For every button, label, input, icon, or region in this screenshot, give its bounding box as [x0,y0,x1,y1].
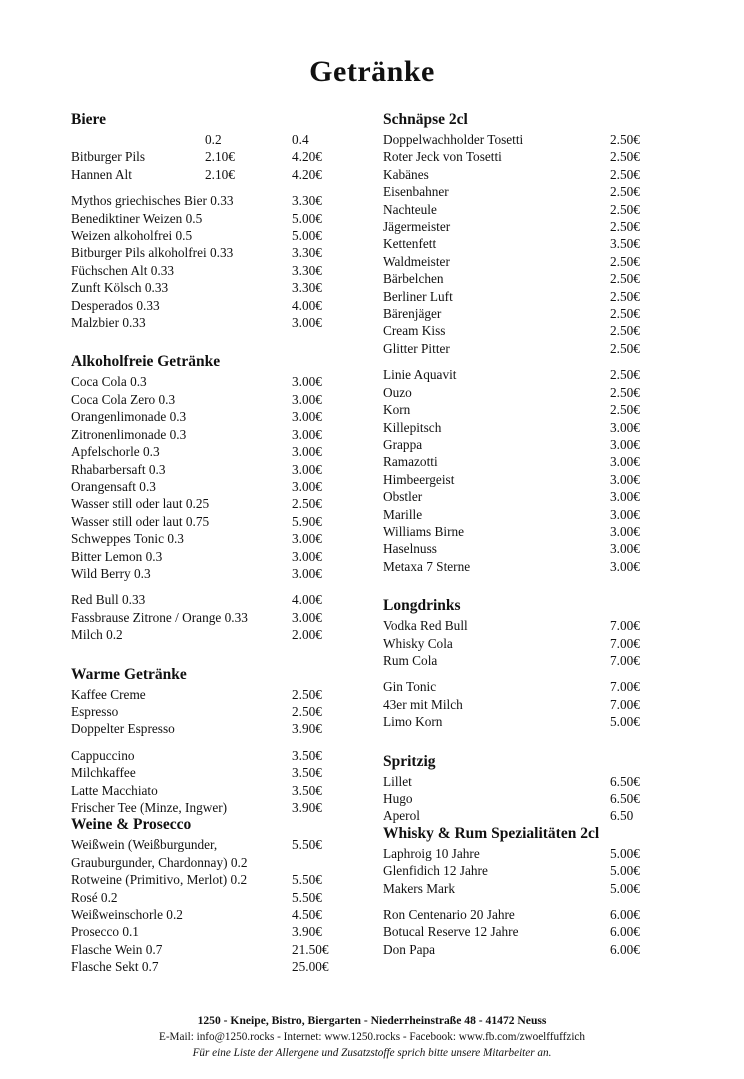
menu-item-price: 3.50€ [292,782,322,798]
menu-item-price: 4.00€ [292,592,322,608]
menu-item-name: Füchschen Alt 0.33 [71,262,175,278]
menu-item-price: 2.50€ [610,132,640,147]
menu-item-name: Makers Mark [383,880,456,896]
menu-item-price: 7.00€ [610,635,640,651]
menu-item-price: 2.50€ [610,288,640,304]
menu-item-row [383,652,684,669]
menu-item-name: Linie Aquavit [383,367,457,383]
size-header-large: 0.4 [292,132,309,147]
menu-item-price-large: 3.30€ [292,262,322,278]
menu-item-row [71,408,383,425]
menu-item-price: 3.00€ [292,444,322,460]
menu-item-price: 3.00€ [610,558,640,574]
menu-item-price-small: 2.10€ [205,166,235,182]
menu-item-price: 4.50€ [292,907,322,923]
menu-item-name: Marille [383,506,423,522]
menu-item-row [71,244,383,261]
menu-item-name: Williams Birne [383,523,465,539]
menu-item-row [71,720,383,737]
menu-item-price: 6.00€ [610,924,640,940]
menu-item-row [383,923,684,940]
menu-item-name: Zunft Kölsch 0.33 [71,280,169,296]
menu-item-price: 3.00€ [292,609,322,625]
menu-item-group [71,686,383,738]
menu-item-row [383,253,684,270]
menu-item-price: 2.50€ [610,340,640,356]
menu-item-row [383,845,684,862]
menu-item-price: 3.00€ [292,374,322,390]
menu-item-row [383,862,684,879]
menu-item-name: Glenfidich 12 Jahre [383,863,488,879]
menu-item-row [71,836,383,853]
menu-item-name: Haselnuss [383,541,437,557]
menu-item-name: Metaxa 7 Sterne [383,558,471,574]
menu-item-name: Limo Korn [383,714,443,730]
footer-allergen-note: Für eine Liste der Allergene und Zusatzstoffe sprich bitte unsere Mitarbeiter an. [192,1047,552,1059]
menu-item-price: 3.00€ [610,489,640,505]
menu-item-name: Zitronenlimonade 0.3 [71,426,187,442]
menu-item-name: Apfelschorle 0.3 [71,444,160,460]
menu-item-row [71,764,383,781]
menu-item-group [71,192,383,331]
menu-item-row [71,854,383,871]
menu-item-price: 3.00€ [292,409,322,425]
menu-item-row [71,799,383,816]
menu-item-row [71,941,383,958]
menu-item-price: 2.50€ [610,306,640,322]
menu-item-price: 3.90€ [292,924,322,940]
menu-item-price: 3.50€ [610,236,640,252]
menu-item-row [383,696,684,713]
menu-item-price: 3.90€ [292,721,322,737]
menu-item-name: Waldmeister [383,253,450,269]
page-title: Getränke [309,55,435,88]
menu-item-name: Cappuccino [71,747,135,763]
menu-item-price: 2.50€ [610,271,640,287]
menu-item-price: 3.00€ [292,391,322,407]
menu-item-price: 3.00€ [610,506,640,522]
menu-item-price: 6.50€ [610,773,640,789]
menu-item-name: Obstler [383,489,423,505]
menu-item-group [71,373,383,582]
menu-item-group [71,148,383,183]
menu-item-name: Cream Kiss [383,323,446,339]
menu-item-group [383,906,684,958]
menu-item-price: 25.00€ [292,959,329,975]
menu-item-price-large: 5.00€ [292,228,322,244]
menu-item-price: 2.50€ [610,184,640,200]
menu-item-row [383,218,684,235]
menu-item-name: Kaffee Creme [71,686,146,702]
menu-item-name: Berliner Luft [383,288,453,304]
menu-item-price: 3.00€ [292,461,322,477]
menu-item-row [71,906,383,923]
menu-item-price-large: 5.00€ [292,210,322,226]
menu-item-row [383,166,684,183]
menu-item-name: Botucal Reserve 12 Jahre [383,924,519,940]
menu-item-row [383,678,684,695]
menu-columns [0,111,744,976]
menu-item-row [383,235,684,252]
menu-item-name: Bitburger Pils [71,149,146,165]
menu-item-row [71,461,383,478]
section-heading: Spritzig [383,752,436,770]
menu-item-name: Milchkaffee [71,765,136,781]
menu-item-name: 43er mit Milch [383,696,463,712]
menu-item-price-small: 2.10€ [205,149,235,165]
menu-item-row [383,790,684,807]
menu-item-name: Rotweine (Primitivo, Merlot) 0.2 [71,872,248,888]
size-header-row [71,131,383,148]
menu-item-price: 7.00€ [610,618,640,634]
menu-item-row [383,366,684,383]
section-heading: Warme Getränke [71,665,187,683]
section-heading: Whisky & Rum Spezialitäten 2cl [383,824,600,842]
menu-item-row [71,148,383,165]
menu-item-price: 2.50€ [610,201,640,217]
menu-item-row [71,426,383,443]
menu-item-row [383,436,684,453]
menu-item-name: Grappa [383,436,423,452]
menu-item-price: 2.50€ [610,384,640,400]
menu-item-row [71,513,383,530]
menu-item-row [383,453,684,470]
menu-item-row [71,703,383,720]
menu-item-price: 3.00€ [610,419,640,435]
menu-item-name: Kettenfett [383,236,437,252]
menu-item-price-large: 4.20€ [292,166,322,182]
menu-item-group [71,591,383,643]
menu-page [0,55,744,1079]
menu-item-row [383,384,684,401]
menu-item-name: Schweppes Tonic 0.3 [71,531,184,547]
menu-item-price: 3.00€ [292,548,322,564]
menu-item-row [71,495,383,512]
menu-item-name: Wasser still oder laut 0.75 [71,513,210,529]
menu-item-name: Vodka Red Bull [383,618,468,634]
menu-item-row [71,391,383,408]
menu-item-price-large: 3.30€ [292,245,322,261]
menu-item-row [383,488,684,505]
menu-item-row [71,279,383,296]
menu-item-price: 5.00€ [610,845,640,861]
menu-item-name: Orangenlimonade 0.3 [71,409,187,425]
menu-item-price: 3.00€ [292,478,322,494]
menu-item-name: Weizen alkoholfrei 0.5 [71,228,193,244]
menu-item-row [383,540,684,557]
menu-item-name: Coca Cola 0.3 [71,374,147,390]
menu-item-price-large: 3.30€ [292,193,322,209]
menu-item-name: Flasche Sekt 0.7 [71,959,159,975]
menu-column-right [383,111,684,976]
menu-item-price: 3.90€ [292,800,322,815]
menu-item-price: 3.00€ [610,454,640,470]
menu-item-price: 2.50€ [292,703,322,719]
menu-item-row [71,782,383,799]
menu-item-name: Wild Berry 0.3 [71,565,151,581]
menu-item-row [383,471,684,488]
footer [0,1013,744,1061]
menu-item-row [71,871,383,888]
menu-item-price: 5.50€ [292,837,322,853]
menu-item-name: Ouzo [383,384,412,400]
menu-item-row [71,626,383,643]
menu-item-name: Hugo [383,791,413,806]
menu-item-name: Laphroig 10 Jahre [383,845,480,861]
menu-item-price: 21.50€ [292,941,329,957]
menu-item-price: 3.00€ [610,541,640,557]
menu-item-name: Malzbier 0.33 [71,315,146,331]
menu-item-price: 2.50€ [610,402,640,418]
menu-item-name: Desperados 0.33 [71,297,160,313]
menu-item-row [383,270,684,287]
menu-item-name: Latte Macchiato [71,782,158,798]
menu-item-row [71,591,383,608]
menu-item-row [383,617,684,634]
menu-item-name: Weißwein (Weißburgunder, [71,837,218,853]
menu-item-name: Red Bull 0.33 [71,592,146,608]
menu-item-price: 6.50 [610,808,634,824]
menu-item-name: Fassbrause Zitrone / Orange 0.33 [71,609,248,625]
menu-item-name: Nachteule [383,201,437,217]
menu-item-row [383,288,684,305]
menu-item-row [383,906,684,923]
menu-item-price: 5.50€ [292,872,322,888]
menu-item-name: Grauburgunder, Chardonnay) 0.2 [71,854,248,870]
menu-item-row [71,227,383,244]
menu-item-name: Ramazotti [383,454,438,470]
section-heading: Weine & Prosecco [71,816,192,834]
menu-item-price: 3.00€ [610,436,640,452]
menu-item-row [71,923,383,940]
menu-item-price: 3.50€ [292,765,322,781]
menu-item-price: 2.50€ [610,149,640,165]
menu-item-name: Weißweinschorle 0.2 [71,907,183,923]
menu-item-group [71,836,383,975]
menu-item-name: Bitter Lemon 0.3 [71,548,163,564]
menu-item-name: Wasser still oder laut 0.25 [71,496,210,512]
menu-item-row [383,201,684,218]
menu-item-name: Ron Centenario 20 Jahre [383,907,515,923]
menu-item-name: Rosé 0.2 [71,889,118,905]
menu-item-name: Doppelter Espresso [71,721,175,737]
menu-item-price: 7.00€ [610,652,640,668]
menu-item-name: Roter Jeck von Tosetti [383,149,502,165]
menu-item-row [383,340,684,357]
menu-item-price: 3.00€ [292,426,322,442]
menu-item-price: 2.50€ [610,367,640,383]
menu-item-row [71,548,383,565]
menu-item-row [71,210,383,227]
menu-item-price: 6.50€ [610,791,640,806]
menu-item-group [383,366,684,575]
menu-item-price: 2.00€ [292,627,322,643]
menu-item-name: Prosecco 0.1 [71,924,139,940]
menu-item-price: 5.50€ [292,889,322,905]
menu-item-price: 3.00€ [610,523,640,539]
section-heading: Alkoholfreie Getränke [71,353,221,371]
menu-item-name: Benediktiner Weizen 0.5 [71,210,203,226]
section-heading: Longdrinks [383,597,461,615]
menu-item-row [71,958,383,975]
menu-item-price: 2.50€ [610,219,640,235]
menu-item-name: Himbeergeist [383,471,455,487]
menu-item-name: Flasche Wein 0.7 [71,941,163,957]
menu-item-row [383,880,684,897]
menu-item-price: 5.00€ [610,880,640,896]
menu-item-price: 6.00€ [610,941,640,957]
menu-item-name: Coca Cola Zero 0.3 [71,391,176,407]
menu-item-row [71,297,383,314]
menu-item-row [383,419,684,436]
menu-item-name: Mythos griechisches Bier 0.33 [71,193,234,209]
menu-item-name: Bärbelchen [383,271,444,287]
menu-item-price: 2.50€ [292,686,322,702]
menu-item-price: 3.00€ [610,471,640,487]
footer-address: 1250 - Kneipe, Bistro, Biergarten - Niederrheinstraße 48 - 41472 Neuss [197,1014,547,1027]
menu-item-row [383,635,684,652]
menu-item-name: Rhabarbersaft 0.3 [71,461,166,477]
menu-item-price-large: 4.00€ [292,297,322,313]
menu-item-row [71,889,383,906]
menu-item-row [383,148,684,165]
menu-item-price: 5.00€ [610,863,640,879]
menu-item-group [383,773,684,825]
menu-column-left [71,111,383,976]
menu-item-row [383,773,684,790]
menu-item-name: Aperol [383,808,420,824]
menu-item-row [71,373,383,390]
menu-item-row [71,443,383,460]
footer-contact: E-Mail: info@1250.rocks - Internet: www.1250.rocks - Facebook: www.fb.com/zwoelffuffzich [159,1031,585,1043]
menu-item-name: Bitburger Pils alkoholfrei 0.33 [71,245,234,261]
menu-item-row [383,305,684,322]
menu-item-row [71,530,383,547]
menu-item-price: 3.50€ [292,747,322,763]
menu-item-price-large: 4.20€ [292,149,322,165]
menu-item-price-large: 3.00€ [292,315,322,331]
menu-item-price: 5.90€ [292,513,322,529]
menu-item-name: Don Papa [383,941,436,957]
menu-item-row [71,686,383,703]
menu-item-name: Rum Cola [383,652,438,668]
menu-item-group [383,678,684,730]
menu-item-price: 2.50€ [610,166,640,182]
menu-item-row [71,747,383,764]
menu-item-row [71,609,383,626]
menu-item-price: 2.50€ [292,496,322,512]
section-heading: Schnäpse 2cl [383,111,468,128]
menu-item-name: Espresso [71,703,119,719]
menu-item-row [71,478,383,495]
menu-item-price: 2.50€ [610,323,640,339]
menu-item-row [71,192,383,209]
menu-item-row [383,322,684,339]
menu-item-name: Killepitsch [383,419,442,435]
menu-item-price: 6.00€ [610,907,640,923]
menu-item-name: Eisenbahner [383,184,449,200]
menu-item-price: 5.00€ [610,714,640,730]
menu-item-name: Doppelwachholder Tosetti [383,132,524,147]
menu-item-row [71,262,383,279]
menu-item-row [383,941,684,958]
menu-item-row [383,713,684,730]
menu-item-name: Whisky Cola [383,635,453,651]
menu-item-price: 7.00€ [610,696,640,712]
menu-item-name: Korn [383,402,411,418]
menu-item-row [71,314,383,331]
menu-item-price-large: 3.30€ [292,280,322,296]
menu-item-name: Frischer Tee (Minze, Ingwer) [71,800,228,815]
menu-item-price: 2.50€ [610,253,640,269]
menu-item-name: Gin Tonic [383,679,437,695]
menu-item-row [383,506,684,523]
menu-item-group [383,845,684,897]
menu-item-row [383,558,684,575]
menu-item-name: Kabänes [383,166,429,182]
menu-item-name: Glitter Pitter [383,340,450,356]
size-header-small: 0.2 [205,132,222,147]
menu-item-row [383,183,684,200]
menu-item-name: Orangensaft 0.3 [71,478,156,494]
menu-item-name: Milch 0.2 [71,627,123,643]
menu-item-price: 3.00€ [292,531,322,547]
menu-item-row [383,131,684,148]
menu-item-group [383,617,684,669]
menu-item-row [383,807,684,824]
menu-item-name: Bärenjäger [383,306,442,322]
menu-item-row [71,166,383,183]
menu-item-price: 7.00€ [610,679,640,695]
menu-item-name: Hannen Alt [71,166,132,182]
menu-item-name: Lillet [383,773,412,789]
section-heading: Biere [71,111,107,128]
menu-item-group [71,747,383,817]
menu-item-price: 3.00€ [292,565,322,581]
menu-item-row [383,401,684,418]
menu-item-name: Jägermeister [383,219,451,235]
menu-item-row [383,523,684,540]
menu-item-row [71,565,383,582]
menu-item-group [383,131,684,357]
